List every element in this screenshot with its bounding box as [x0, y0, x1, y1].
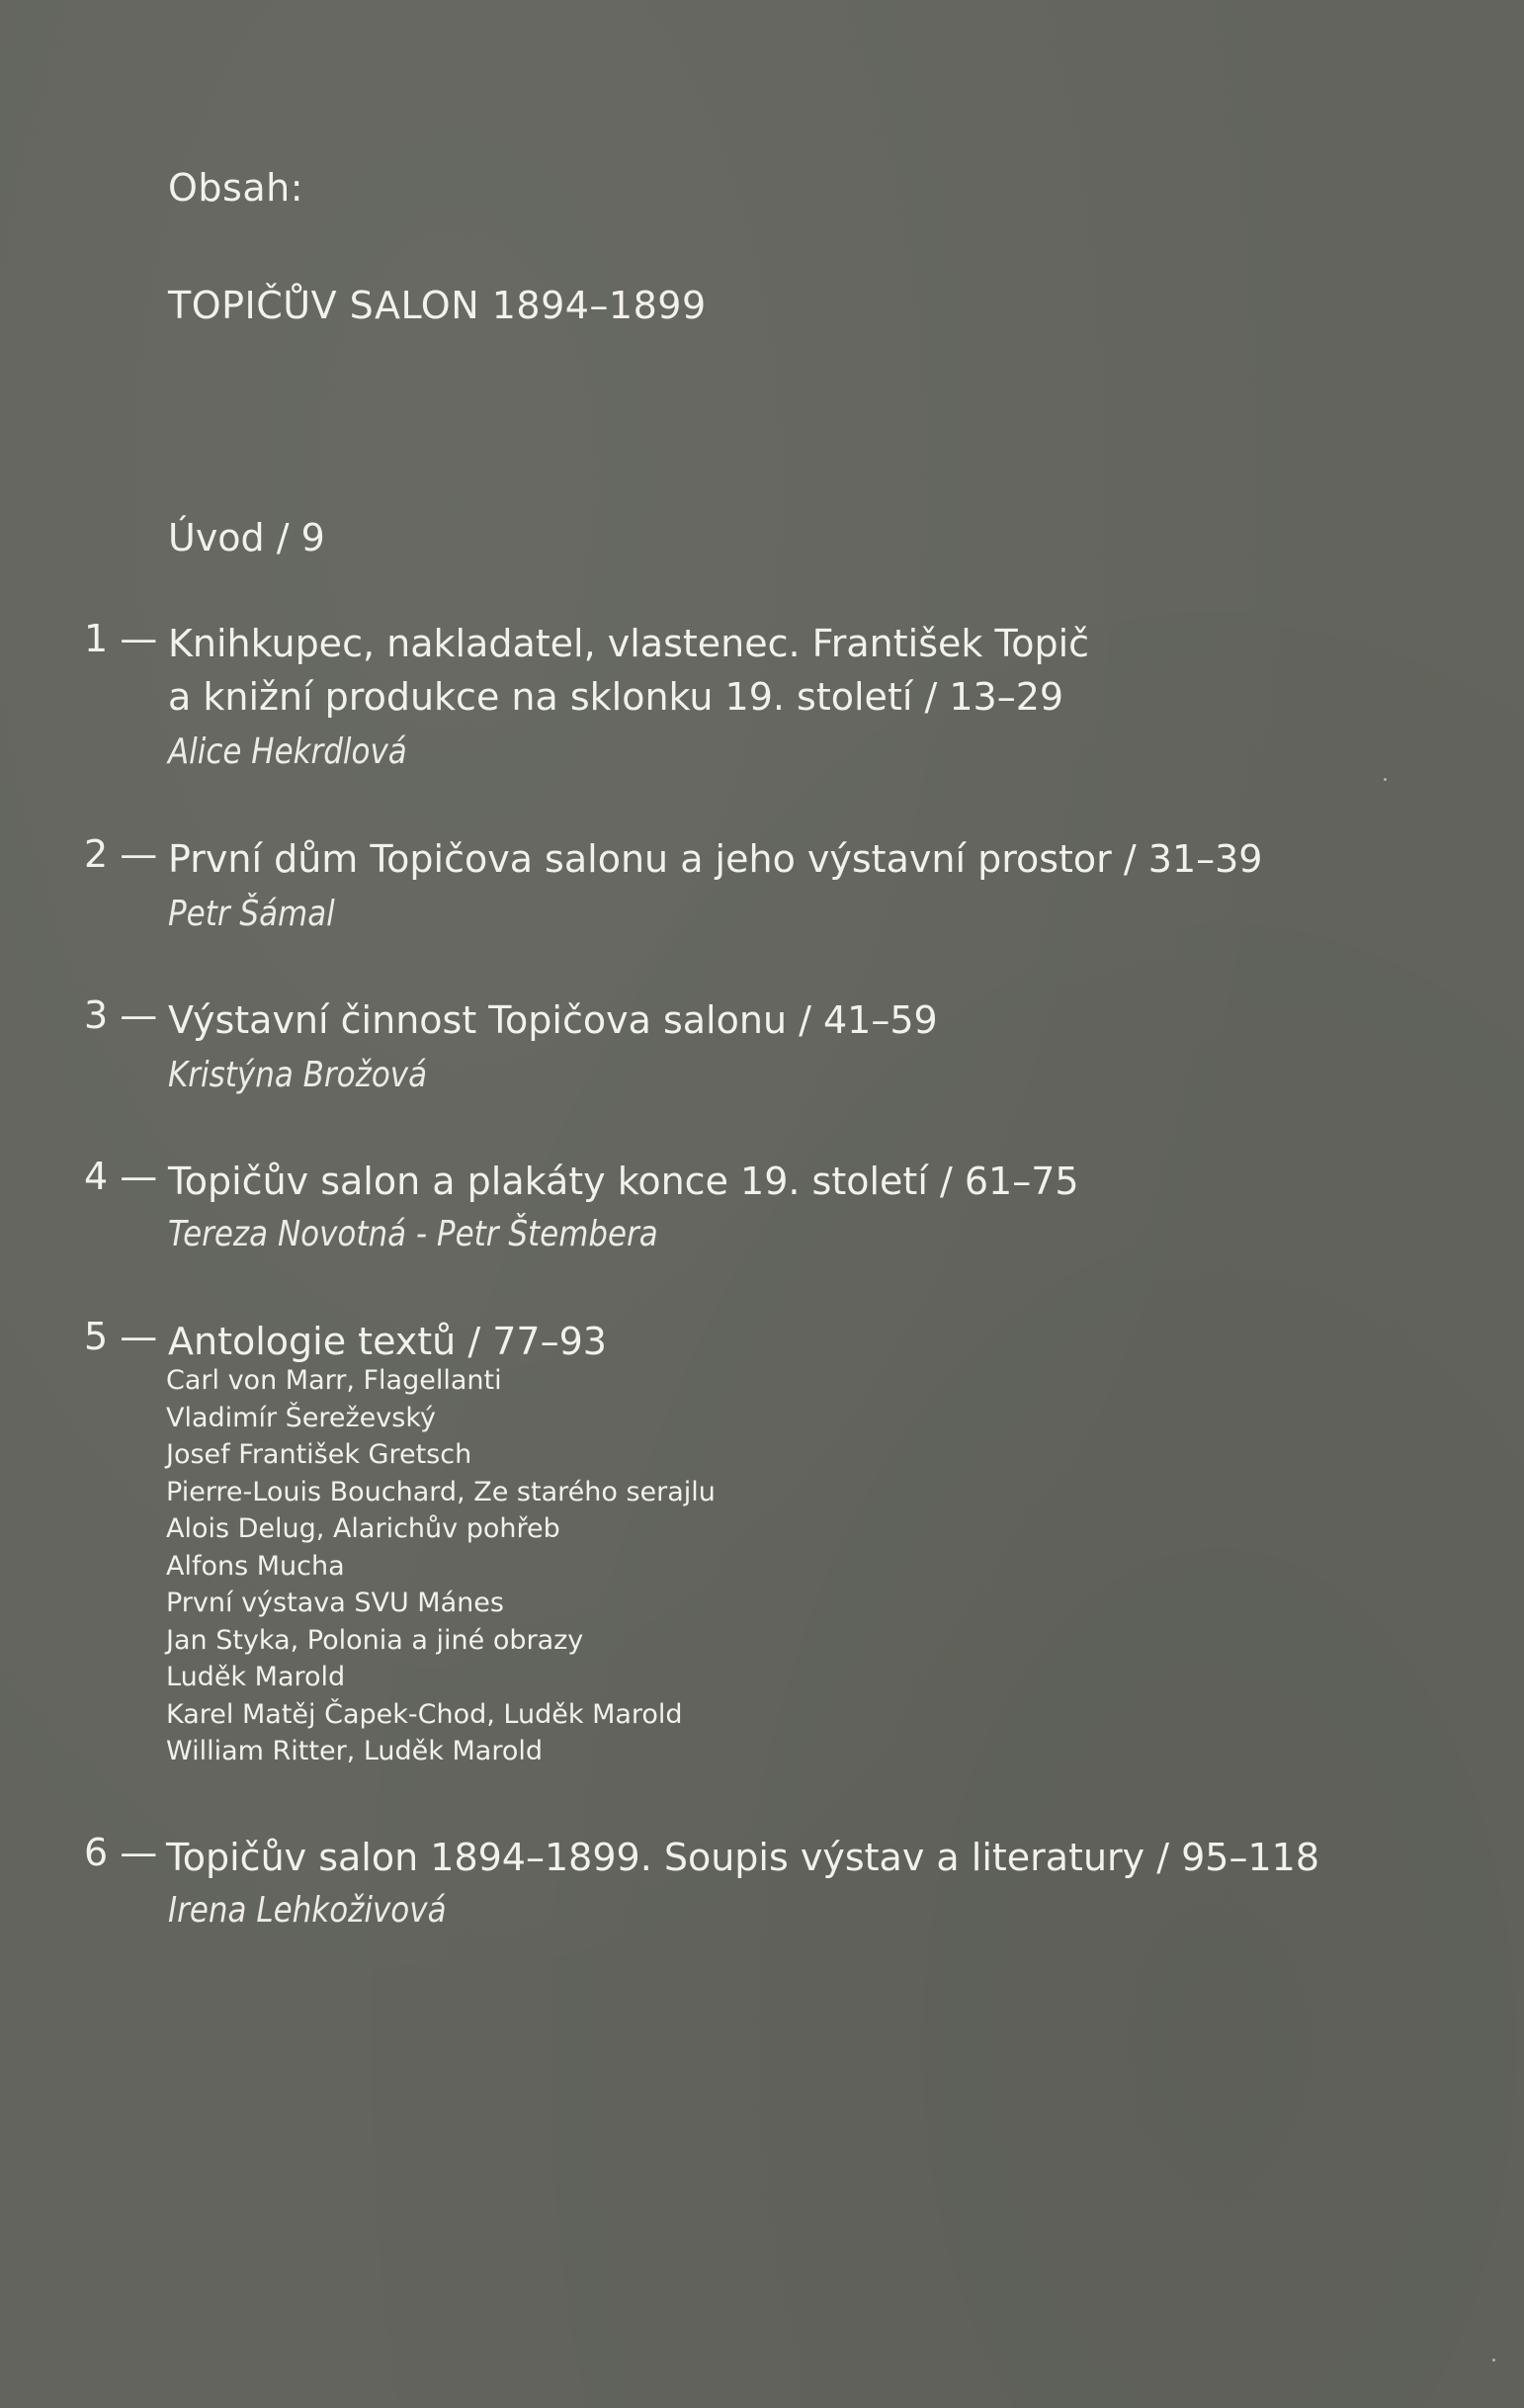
entry-number: 5 —: [84, 1315, 158, 1358]
entry-number: 4 —: [84, 1155, 158, 1198]
entry-author: Irena Lehkoživová: [168, 1890, 447, 1931]
anthology-item: Josef František Gretsch: [166, 1439, 472, 1470]
entry-title-line: Antologie textů / 77–93: [168, 1320, 607, 1363]
anthology-item: William Ritter, Luděk Marold: [166, 1736, 544, 1766]
anthology-item: Karel Matěj Čapek-Chod, Luděk Marold: [166, 1698, 683, 1730]
entry-author: Alice Hekrdlová: [168, 731, 407, 772]
entry-author: Kristýna Brožová: [168, 1055, 428, 1095]
anthology-list: [166, 1362, 716, 1770]
anthology-item: Jan Styka, Polonia a jiné obrazy: [166, 1624, 584, 1656]
anthology-item: Vladimír Šereževský: [166, 1402, 436, 1433]
entry-number: 3 —: [84, 993, 158, 1037]
entry-author: Petr Šámal: [168, 894, 335, 934]
anthology-item: První výstava SVU Mánes: [166, 1588, 504, 1618]
paper-speck: [1384, 778, 1387, 781]
anthology-item: Luděk Marold: [166, 1662, 346, 1692]
toc-intro: Úvod / 9: [168, 516, 325, 559]
anthology-item: Carl von Marr, Flagellanti: [166, 1365, 502, 1396]
paper-speck: [1492, 2359, 1495, 2362]
entry-title-line: Topičův salon a plakáty konce 19. století / 61–75: [168, 1160, 1079, 1203]
entry-title-line: První dům Topičova salonu a jeho výstavní prostor / 31–39: [168, 837, 1263, 881]
anthology-item: Alois Delug, Alarichův pohřeb: [166, 1513, 560, 1544]
entry-number: 6 —: [84, 1831, 158, 1874]
anthology-item: Alfons Mucha: [166, 1550, 345, 1582]
entry-title-line: Knihkupec, nakladatel, vlastenec. František Topič: [168, 622, 1090, 665]
entry-title-line: Topičův salon 1894–1899. Soupis výstav a literatury / 95–118: [166, 1836, 1319, 1879]
entry-number: 2 —: [84, 832, 158, 876]
entry-title-line: Výstavní činnost Topičova salonu / 41–59: [168, 998, 938, 1042]
entry-number: 1 —: [84, 617, 158, 660]
entry-title-line: a knižní produkce na sklonku 19. století / 13–29: [168, 675, 1064, 719]
entry-author: Tereza Novotná - Petr Štembera: [168, 1214, 658, 1254]
anthology-item: Pierre-Louis Bouchard, Ze starého serajlu: [166, 1476, 716, 1507]
toc-label: Obsah:: [168, 166, 304, 210]
book-title: TOPIČŮV SALON 1894–1899: [168, 284, 707, 327]
